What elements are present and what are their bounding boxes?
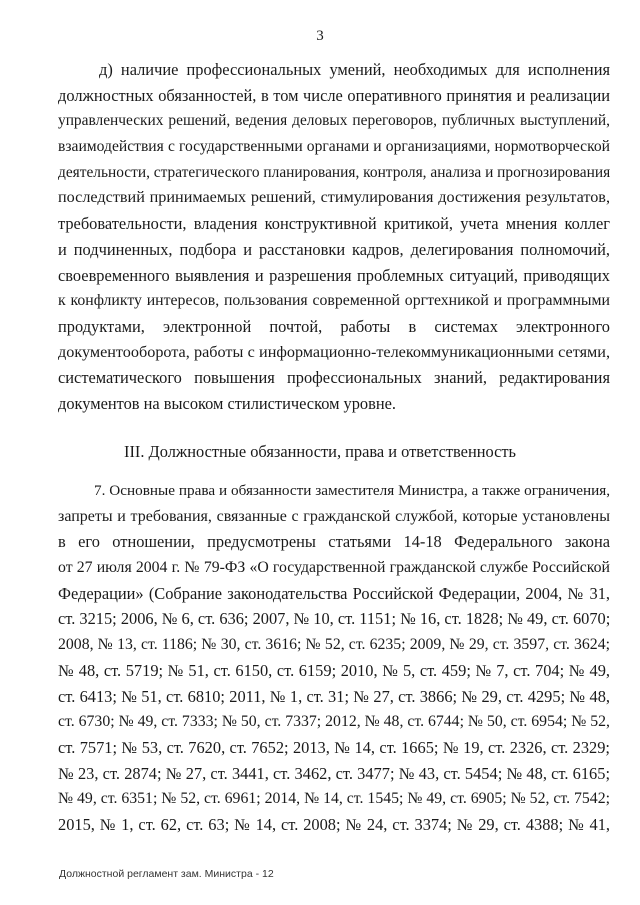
paragraph-line: ст. 7571; № 53, ст. 7620, ст. 7652; 2013, № 14, ст. 1665; № 19, ст. 2326, ст. 2329; bbox=[58, 737, 610, 757]
paragraph-line: запреты и требования, связанные с гражданской службой, которые установлены bbox=[58, 507, 610, 525]
paragraph-line: к конфликту интересов, пользования современной оргтехникой и программными bbox=[58, 292, 610, 310]
paragraph-line: деятельности, стратегического планирования, контроля, анализа и прогнозирования bbox=[58, 163, 611, 181]
paragraph-line: № 48, ст. 5719; № 51, ст. 6150, ст. 6159; 2010, № 5, ст. 459; № 7, ст. 704; № 49, bbox=[58, 660, 610, 680]
paragraph-line: ст. 6413; № 51, ст. 6810; 2011, № 1, ст. 31; № 27, ст. 3866; № 29, ст. 4295; № 48, bbox=[58, 686, 610, 706]
paragraph-line: от 27 июля 2004 г. № 79-ФЗ «О государственной гражданской службе Российской bbox=[58, 559, 610, 577]
paragraph-line: 7. Основные права и обязанности заместителя Министра, а также ограничения, bbox=[94, 482, 610, 499]
paragraph-line: ст. 6730; № 49, ст. 7333; № 50, ст. 7337; 2012, № 48, ст. 6744; № 50, ст. 6954; № 52, bbox=[58, 713, 610, 731]
paragraph-line: в его отношении, предусмотрены статьями 14-18 Федерального закона bbox=[58, 532, 610, 552]
paragraph-line: и подчиненных, подбора и расстановки кадров, делегирования полномочий, bbox=[58, 239, 610, 259]
page-number: 3 bbox=[316, 28, 324, 44]
paragraph-line: д) наличие профессиональных умений, необходимых для исполнения bbox=[99, 60, 610, 79]
paragraph-line: продуктами, электронной почтой, работы в системах электронного bbox=[58, 316, 610, 336]
paragraph-d bbox=[58, 57, 610, 417]
footer-note: Должностной регламент зам. Министра - 12 bbox=[59, 868, 274, 880]
paragraph-line: систематического повышения профессиональных знаний, редактирования bbox=[58, 368, 610, 388]
paragraph-line: своевременного выявления и разрешения проблемных ситуаций, приводящих bbox=[58, 265, 610, 285]
paragraph-line: ст. 3215; 2006, № 6, ст. 636; 2007, № 10, ст. 1151; № 16, ст. 1828; № 49, ст. 6070; bbox=[58, 609, 611, 629]
paragraph-line: требовательности, владения конструктивной критикой, учета мнения коллег bbox=[58, 214, 610, 234]
paragraph-7 bbox=[58, 478, 610, 838]
paragraph-line: взаимодействия с государственными органами и организациями, нормотворческой bbox=[58, 138, 610, 156]
paragraph-line: 2015, № 1, ст. 62, ст. 63; № 14, ст. 2008; № 24, ст. 3374; № 29, ст. 4388; № 41, bbox=[58, 814, 610, 834]
paragraph-line: № 23, ст. 2874; № 27, ст. 3441, ст. 3462, ст. 3477; № 43, ст. 5454; № 48, ст. 6165; bbox=[58, 763, 610, 783]
paragraph-line: управленческих решений, ведения деловых переговоров, публичных выступлений, bbox=[58, 112, 610, 130]
paragraph-line: № 49, ст. 6351; № 52, ст. 6961; 2014, № 14, ст. 1545; № 49, ст. 6905; № 52, ст. 7542; bbox=[58, 790, 610, 808]
paragraph-line: документооборота, работы с информационно-телекоммуникационными сетями, bbox=[58, 342, 610, 361]
paragraph-line: последствий принимаемых решений, стимулирования достижения результатов, bbox=[58, 188, 610, 207]
paragraph-line: должностных обязанностей, в том числе оперативного принятия и реализации bbox=[58, 85, 610, 105]
section-heading: III. Должностные обязанности, права и ответственность bbox=[123, 442, 516, 461]
paragraph-line: документов на высоком стилистическом уровне. bbox=[58, 393, 397, 413]
paragraph-line: Федерации» (Собрание законодательства Российской Федерации, 2004, № 31, bbox=[58, 583, 610, 603]
paragraph-line: 2008, № 13, ст. 1186; № 30, ст. 3616; № 52, ст. 6235; 2009, № 29, ст. 3597, ст. 3624; bbox=[58, 636, 610, 654]
